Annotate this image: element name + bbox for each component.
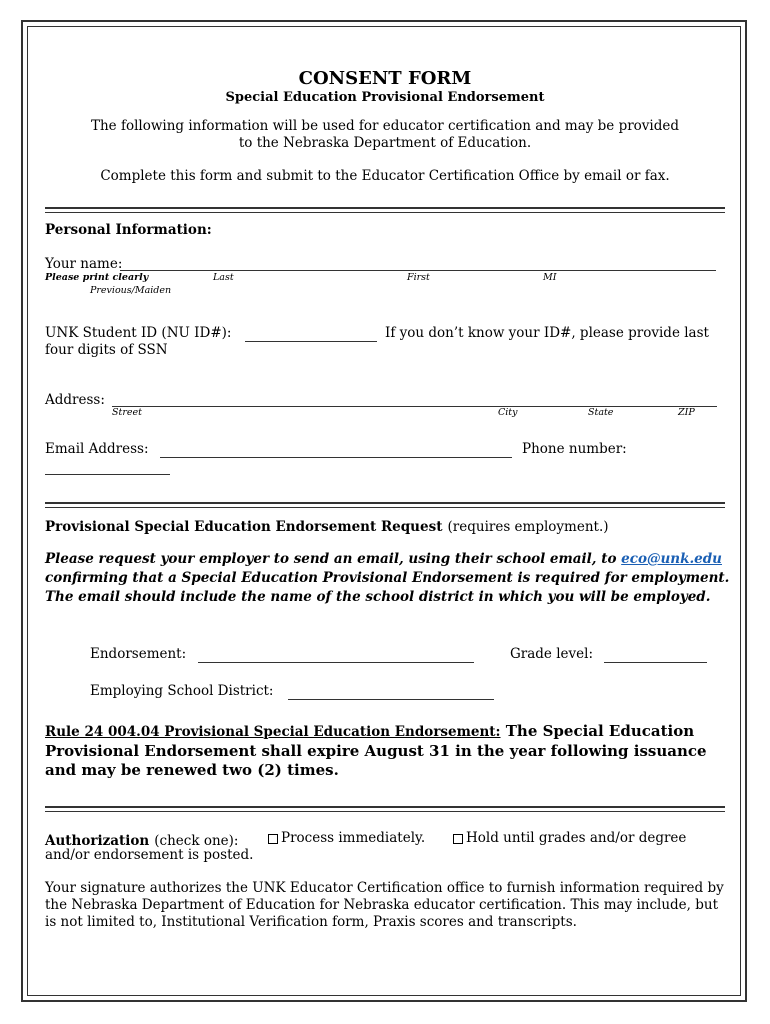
option-hold-cont: and/or endorsement is posted. [45, 847, 254, 863]
name-field[interactable] [120, 270, 716, 271]
student-id-field[interactable] [245, 341, 377, 342]
checkbox-icon[interactable] [453, 834, 463, 844]
form-title: CONSENT FORM [298, 68, 472, 89]
section-divider [45, 502, 725, 508]
intro-line-1: The following information will be used for educator certification and may be provided [90, 118, 680, 134]
rule-24-reference: Rule 24 004.04 Provisional Special Education Endorsement: [45, 724, 501, 740]
option-process-immediately[interactable] [268, 830, 425, 846]
endorsement-field[interactable] [198, 662, 474, 663]
street-caption: Street [112, 407, 142, 418]
endorsement-label: Endorsement: [90, 646, 187, 662]
personal-info-heading: Personal Information: [45, 222, 212, 238]
student-id-note: If you don’t know your ID#, please provide last [385, 325, 709, 341]
phone-field[interactable] [45, 474, 170, 475]
request-heading-note: (requires employment.) [447, 519, 609, 535]
request-heading: Provisional Special Education Endorsement Request [45, 519, 443, 535]
rule-24-text: The Special Education Provisional Endorsement shall expire August 31 in the year following issuance and may be renewed two (2) times. [45, 722, 707, 779]
employer-instructions [45, 550, 730, 607]
signature-note: Your signature authorizes the UNK Educator Certification office to furnish information required by the Nebraska Department of Education for Nebraska educator certification. This may include, but is not limited to, Institutional Verification form, Praxis scores and transcripts. [45, 880, 724, 930]
employer-instructions-part2: confirming that a Special Education Provisional Endorsement is required for employment. The email should include the name of the school district in which you will be employed. [45, 570, 730, 605]
district-label: Employing School District: [90, 683, 274, 699]
option-hold[interactable] [453, 830, 686, 846]
zip-caption: ZIP [678, 407, 695, 418]
authorization-check-one: (check one): [154, 833, 239, 849]
instruction-text: Complete this form and submit to the Educator Certification Office by email or fax. [100, 168, 670, 184]
authorization-heading: Authorization [45, 833, 150, 849]
city-caption: City [498, 407, 518, 418]
option-process-immediately-label: Process immediately. [281, 830, 426, 846]
email-label: Email Address: [45, 441, 149, 457]
print-clearly-note: Please print clearly [45, 272, 149, 283]
section-divider [45, 806, 725, 812]
district-field[interactable] [288, 699, 494, 700]
form-subtitle: Special Education Provisional Endorsement [225, 90, 545, 105]
request-heading-row [45, 516, 609, 535]
student-id-note-cont: four digits of SSN [45, 342, 168, 358]
last-name-caption: Last [213, 272, 234, 283]
grade-level-label: Grade level: [510, 646, 593, 662]
rule-24-statement [45, 722, 730, 780]
mi-caption: MI [543, 272, 557, 283]
option-hold-label: Hold until grades and/or degree [466, 830, 687, 846]
eco-email-link[interactable]: eco@unk.edu [621, 551, 722, 567]
intro-line-2: to the Nebraska Department of Education. [238, 135, 532, 151]
email-field[interactable] [160, 457, 512, 458]
section-divider [45, 207, 725, 213]
grade-level-field[interactable] [604, 662, 707, 663]
previous-name-caption: Previous/Maiden [90, 285, 172, 296]
name-label: Your name: [45, 256, 123, 272]
checkbox-icon[interactable] [268, 834, 278, 844]
state-caption: State [588, 407, 614, 418]
student-id-label: UNK Student ID (NU ID#): [45, 325, 232, 341]
first-name-caption: First [407, 272, 430, 283]
employer-instructions-part1: Please request your employer to send an email, using their school email, to [45, 551, 617, 567]
address-label: Address: [45, 392, 105, 408]
phone-label: Phone number: [522, 441, 627, 457]
address-field[interactable] [112, 406, 717, 407]
intro-text [0, 118, 770, 152]
